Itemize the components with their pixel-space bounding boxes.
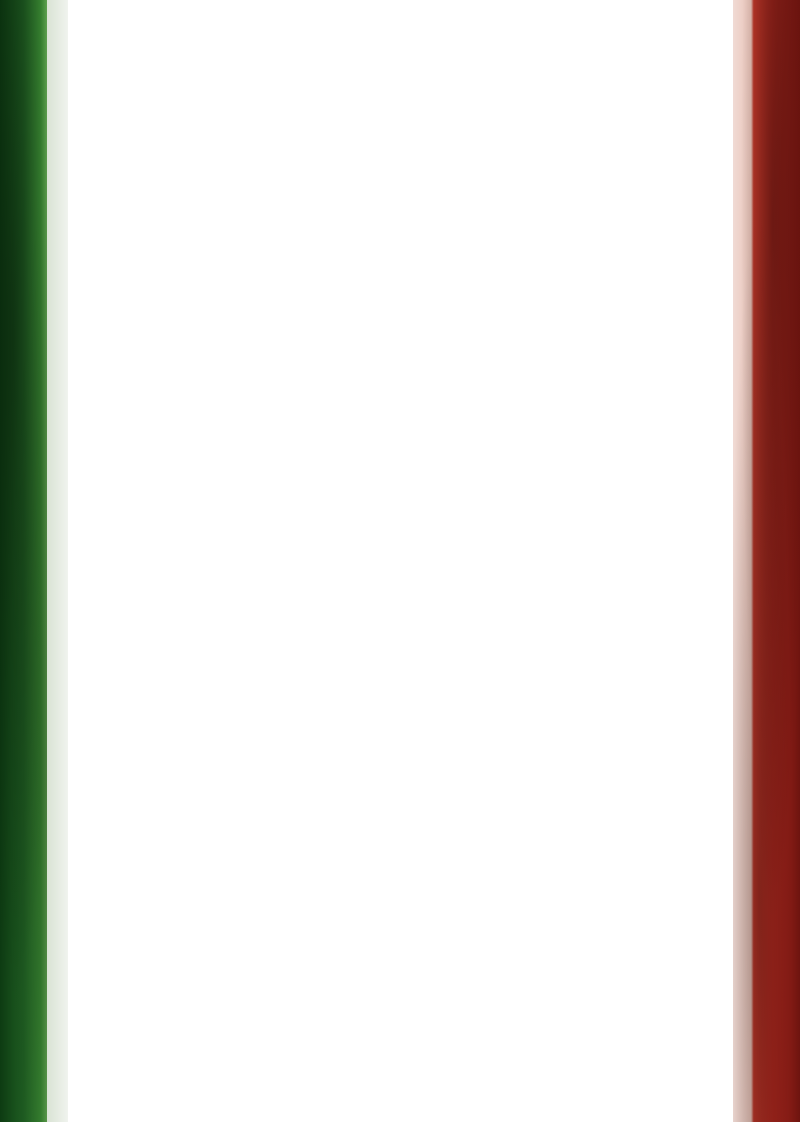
menu-page <box>68 0 733 1122</box>
italian-flag-red-border <box>732 0 800 1122</box>
italian-flag-green-border <box>0 0 68 1122</box>
